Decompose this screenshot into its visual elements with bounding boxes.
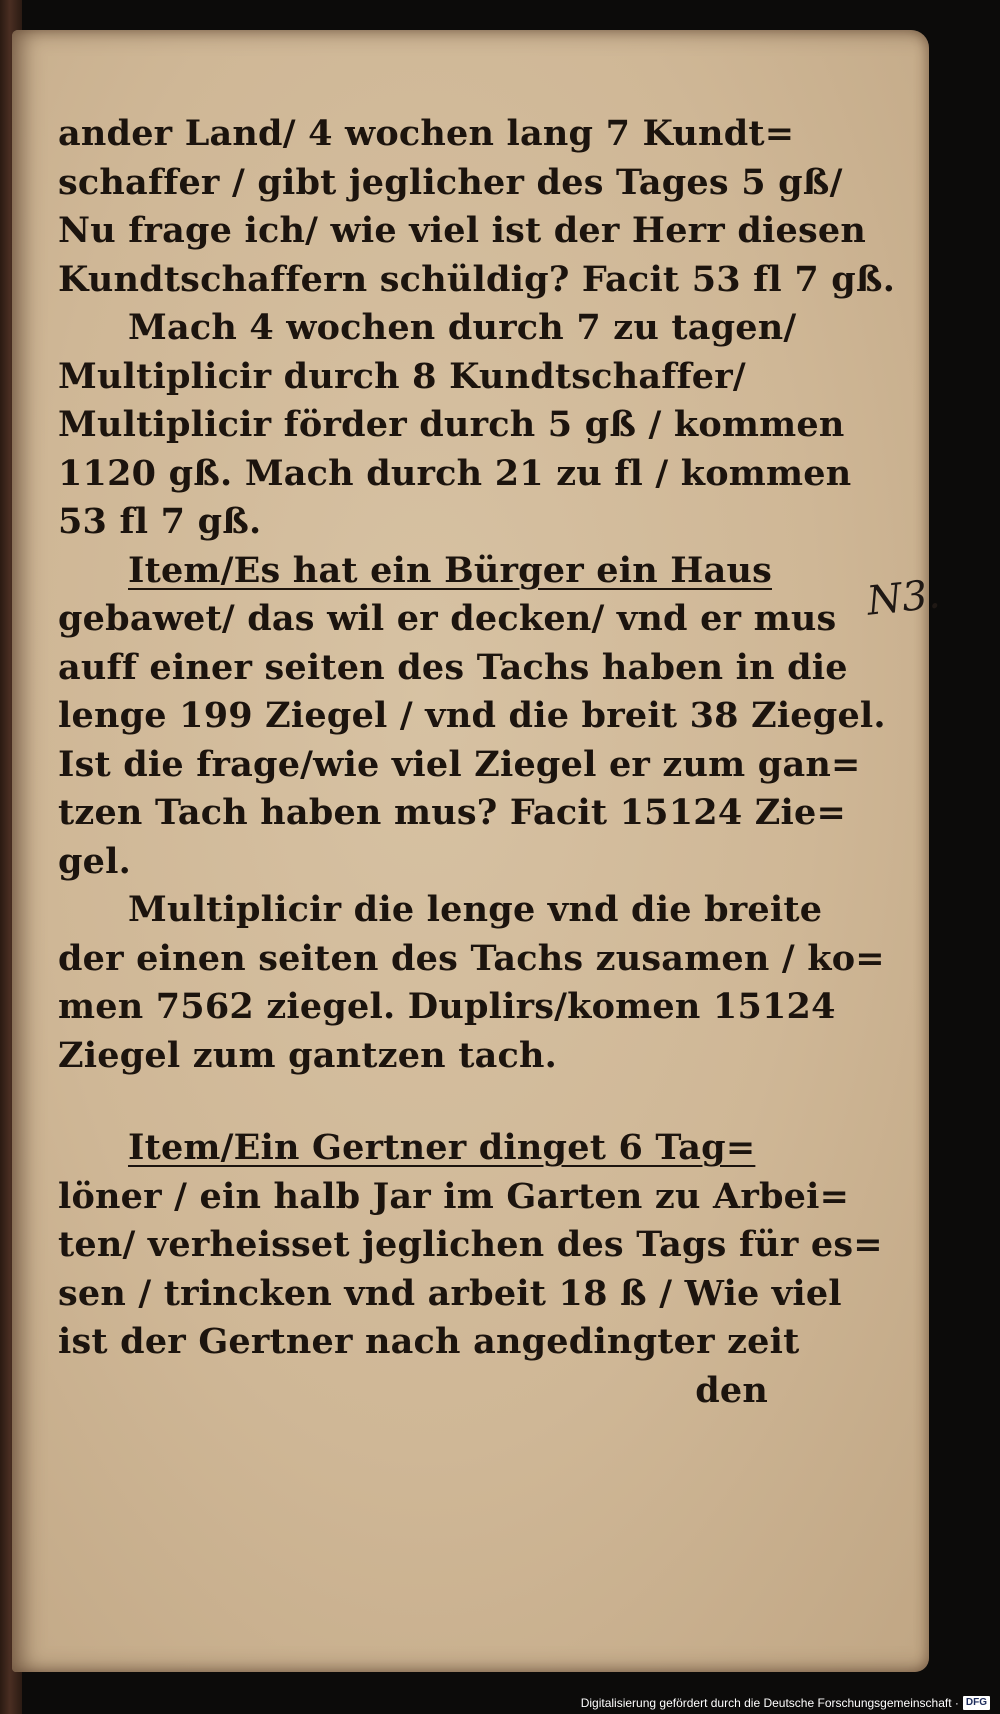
text-line: 1120 gß. Mach durch 21 zu fl / kommen [58,452,852,494]
dfg-logo: DFG [963,1696,990,1710]
text-line: Multiplicir durch 8 Kundtschaffer/ [58,355,746,397]
text-line: tzen Tach haben mus? Facit 15124 Zie= [58,792,846,833]
footer-credit-text: Digitalisierung gefördert durch die Deutsche Forschungsgemeinschaft · [580,1696,959,1710]
text-line: Kundtschaffern schüldig? Facit 53 fl 7 gß. [58,258,896,300]
text-line: Mach 4 wochen durch 7 zu tagen/ [128,307,797,348]
paragraph-gap [58,1080,778,1124]
text-line: ist der Gertner nach angedingter zeit [58,1321,800,1362]
catchword: den [695,1369,768,1411]
book-page [12,30,943,1672]
text-line: ander Land/ 4 wochen lang 7 Kundt= [58,113,795,154]
text-line: löner / ein halb Jar im Garten zu Arbei= [58,1175,850,1217]
section-heading-line: Item/Ein Gertner dinget 6 Tag= [128,1127,756,1168]
digitization-footer [581,1694,990,1712]
text-line: gebawet/ das wil er decken/ vnd er mus [58,598,837,639]
handwritten-margin-note: N3. [864,571,943,625]
text-line: men 7562 ziegel. Duplirs/komen 15124 [58,986,836,1027]
text-line: auff einer seiten des Tachs haben in die [58,646,848,688]
text-line: 53 fl 7 gß. [58,501,262,542]
page-text-block [58,110,896,1415]
text-line: Nu frage ich/ wie viel ist der Herr diesen [58,210,866,251]
text-line: schaffer / gibt jeglicher des Tages 5 gß/ [58,161,843,203]
text-line: Ziegel zum gantzen tach. [58,1034,558,1076]
text-line: Ist die frage/wie viel Ziegel er zum gan= [58,743,861,785]
text-line: gel. [58,840,132,882]
text-line: sen / trincken vnd arbeit 18 ß / Wie viel [58,1272,842,1314]
text-line: lenge 199 Ziegel / vnd die breit 38 Ziegel. [58,695,886,736]
section-heading-line: Item/Es hat ein Bürger ein Haus [128,549,772,591]
text-line: Multiplicir die lenge vnd die breite [128,889,823,930]
text-line: Multiplicir förder durch 5 gß / kommen [58,404,845,445]
text-line: der einen seiten des Tachs zusamen / ko= [58,937,885,979]
text-line: ten/ verheisset jeglichen des Tags für es= [58,1224,883,1265]
